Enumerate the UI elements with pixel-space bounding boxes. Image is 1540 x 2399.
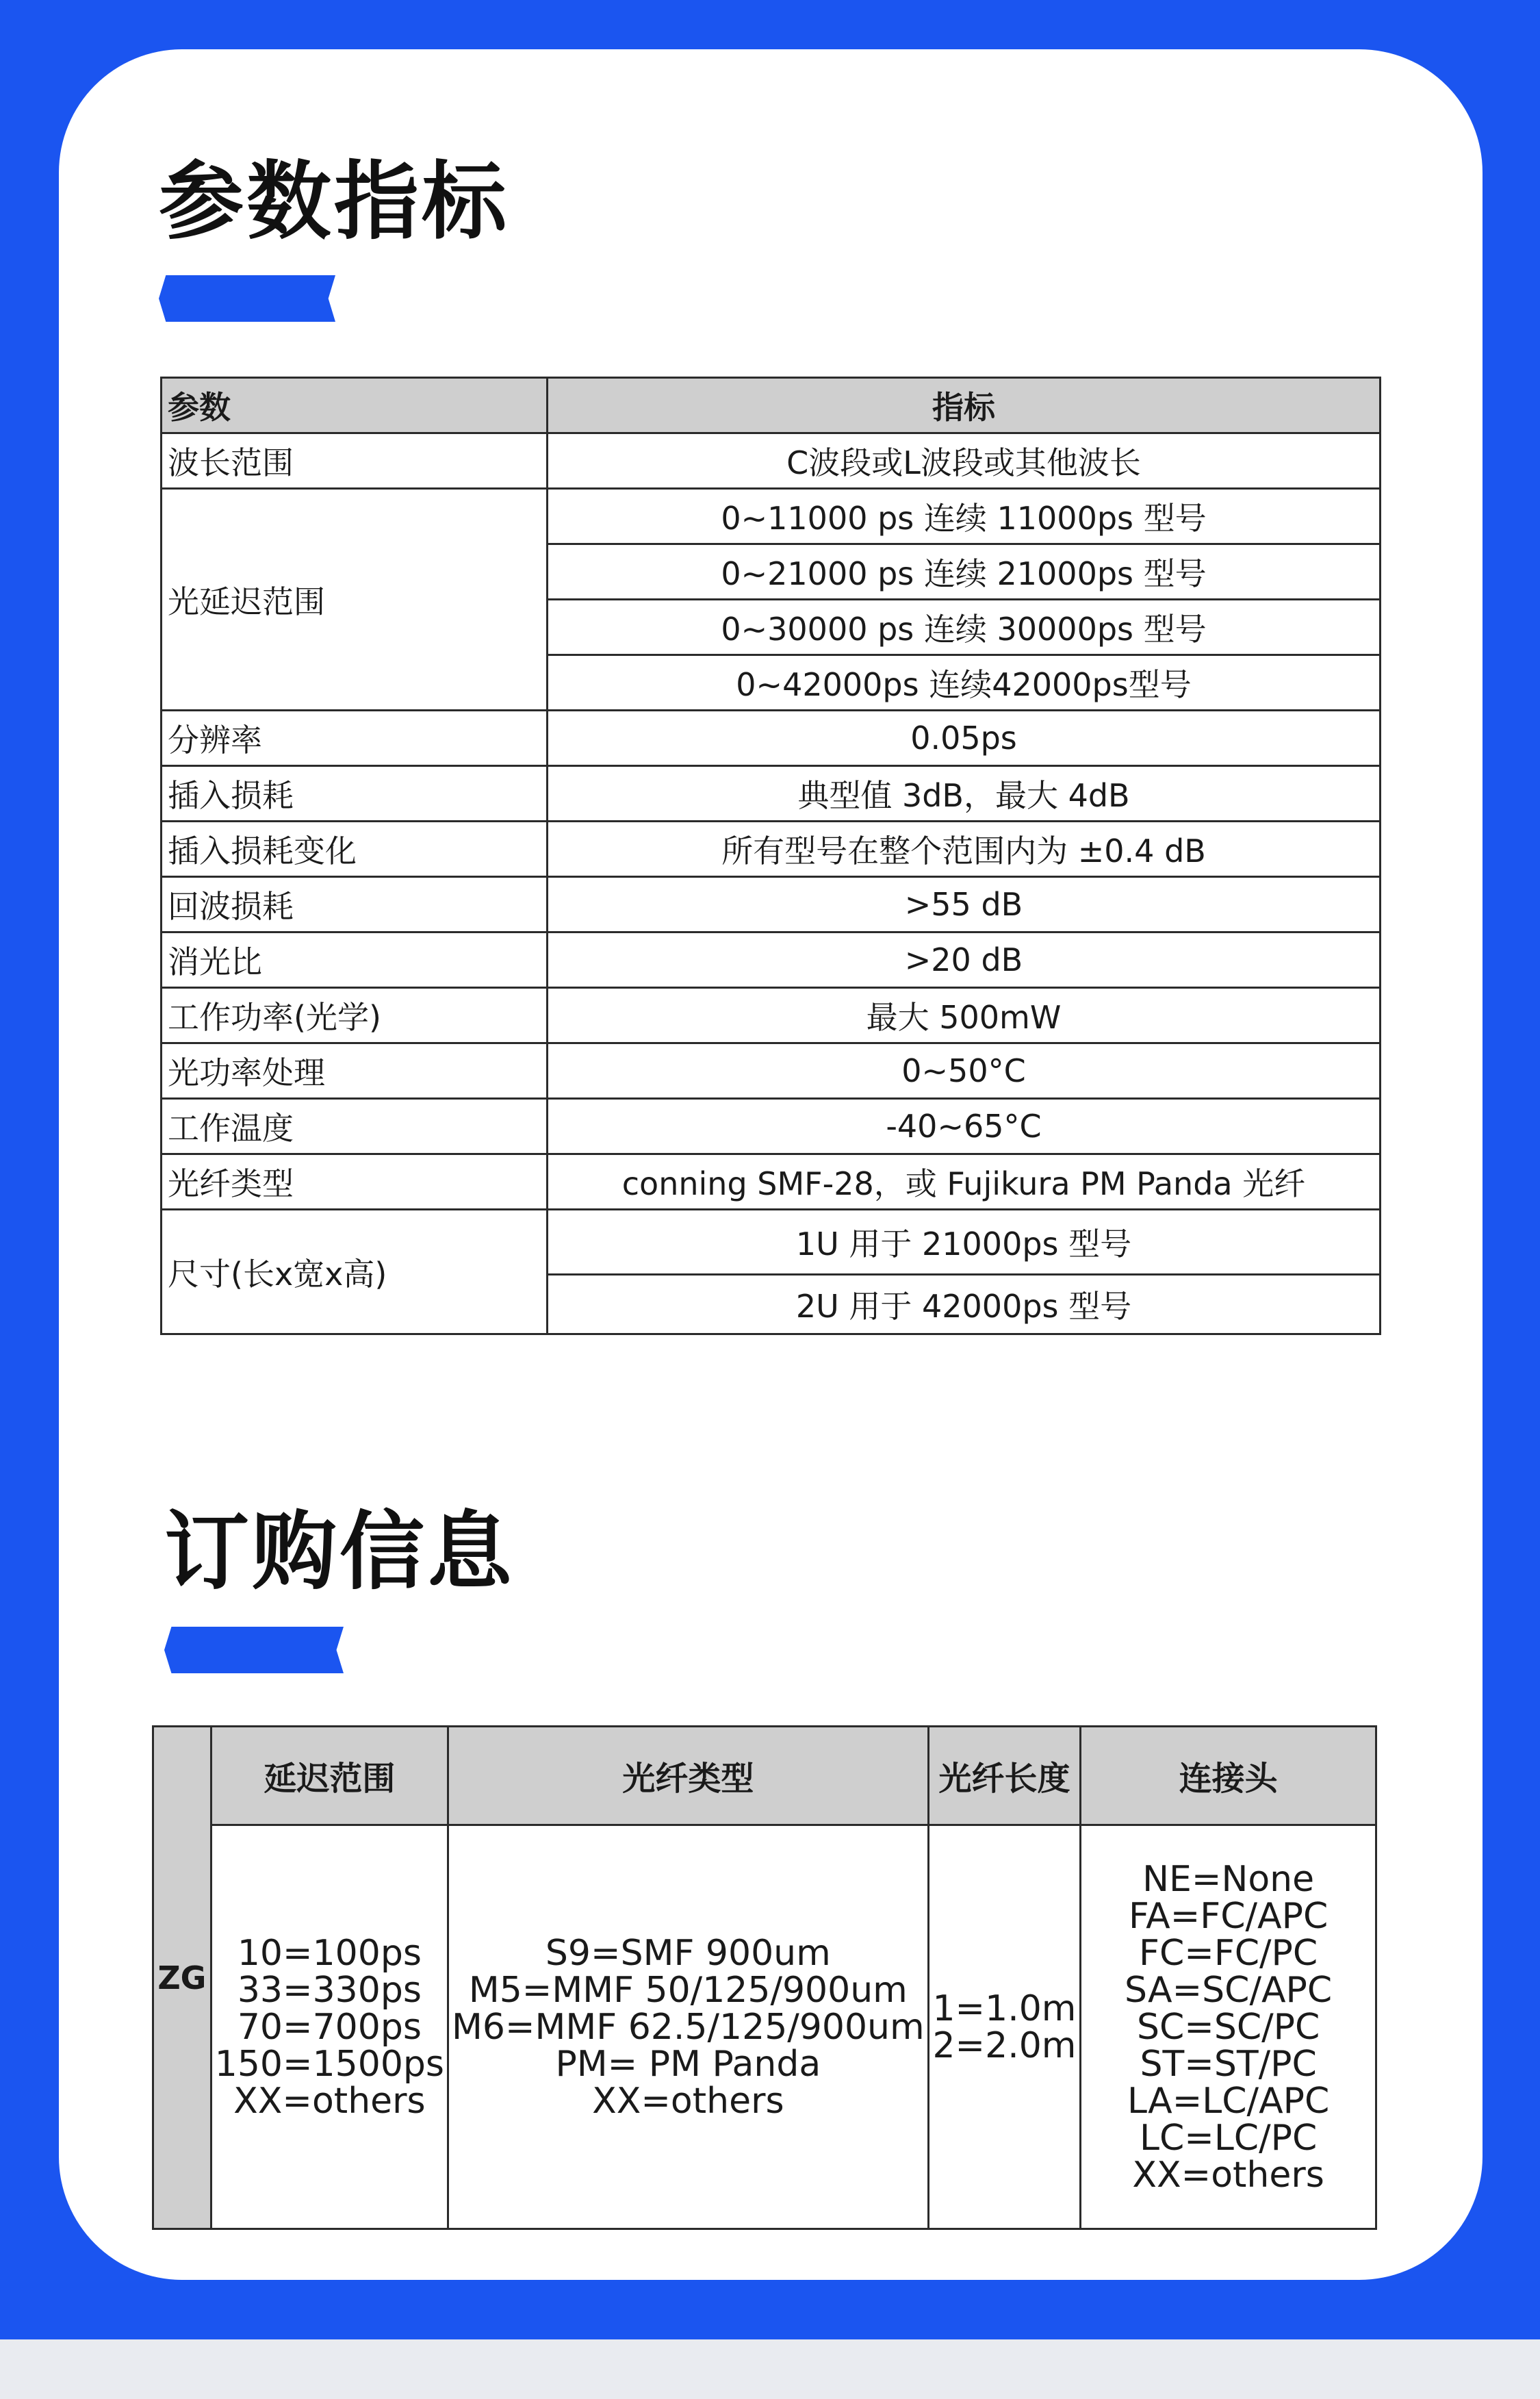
param-cell: 回波损耗: [162, 877, 548, 932]
option-line: FA=FC/APC: [1129, 1895, 1329, 1937]
value-cell: -40~65°C: [547, 1099, 1380, 1154]
content-card: [59, 49, 1483, 2280]
option-line: SC=SC/PC: [1136, 2006, 1320, 2048]
param-cell: 光延迟范围: [162, 489, 548, 711]
param-cell: 分辨率: [162, 711, 548, 766]
option-line: LC=LC/PC: [1139, 2117, 1318, 2159]
delay-range-options: [211, 1825, 448, 2229]
param-cell: 工作功率(光学): [162, 988, 548, 1043]
value-cell: 0~42000ps 连续42000ps型号: [547, 655, 1380, 711]
value-cell: 0~21000 ps 连续 21000ps 型号: [547, 544, 1380, 600]
value-cell: 0~11000 ps 连续 11000ps 型号: [547, 489, 1380, 544]
table-row: [162, 433, 1381, 489]
bottom-strip: [0, 2339, 1540, 2399]
param-cell: 光纤类型: [162, 1154, 548, 1210]
table-row: [162, 877, 1381, 932]
value-cell: 所有型号在整个范围内为 ±0.4 dB: [547, 822, 1380, 877]
option-line: M6=MMF 62.5/125/900um: [452, 2006, 925, 2048]
param-cell: 尺寸(长x宽x高): [162, 1210, 548, 1334]
option-line: S9=SMF 900um: [545, 1932, 831, 1974]
option-line: 33=330ps: [237, 1969, 422, 2011]
table-row: [162, 988, 1381, 1043]
param-cell: 消光比: [162, 932, 548, 988]
option-line: NE=None: [1142, 1858, 1315, 1900]
option-line: 2=2.0m: [932, 2024, 1077, 2066]
ordering-header-row: [153, 1727, 1376, 1825]
option-line: 10=100ps: [237, 1932, 422, 1974]
table-row: [162, 1154, 1381, 1210]
fiber-length-options: [928, 1825, 1081, 2229]
ordering-table: [152, 1725, 1377, 2230]
table-row: [162, 822, 1381, 877]
table-row: [162, 489, 1381, 544]
param-cell: 波长范围: [162, 433, 548, 489]
specs-header-row: [162, 378, 1381, 433]
option-line: 1=1.0m: [932, 1988, 1077, 2029]
table-row: [162, 711, 1381, 766]
value-cell: C波段或L波段或其他波长: [547, 433, 1380, 489]
param-cell: 插入损耗: [162, 766, 548, 822]
header-fiber-length: 光纤长度: [928, 1727, 1081, 1825]
param-cell: 插入损耗变化: [162, 822, 548, 877]
value-cell: 2U 用于 42000ps 型号: [547, 1275, 1380, 1334]
option-line: M5=MMF 50/125/900um: [468, 1969, 908, 2011]
option-line: SA=SC/APC: [1125, 1969, 1333, 2011]
header-connector: 连接头: [1081, 1727, 1376, 1825]
value-cell: conning SMF-28，或 Fujikura PM Panda 光纤: [547, 1154, 1380, 1210]
option-line: ST=ST/PC: [1140, 2043, 1317, 2085]
option-line: XX=others: [592, 2080, 784, 2122]
value-cell: 0~50°C: [547, 1043, 1380, 1099]
specs-title-bar: [159, 275, 335, 322]
fiber-type-options: [448, 1825, 929, 2229]
ordering-options-row: [153, 1825, 1376, 2229]
ordering-title-bar: [164, 1627, 344, 1673]
value-cell: 最大 500mW: [547, 988, 1380, 1043]
header-delay-range: 延迟范围: [211, 1727, 448, 1825]
table-row: [162, 1210, 1381, 1275]
specs-table: [160, 377, 1381, 1335]
option-line: FC=FC/PC: [1139, 1932, 1318, 1974]
option-line: XX=others: [1132, 2154, 1324, 2196]
value-cell: 0.05ps: [547, 711, 1380, 766]
option-line: PM= PM Panda: [555, 2043, 821, 2085]
option-line: LA=LC/APC: [1127, 2080, 1330, 2122]
specs-header-param: 参数: [162, 378, 548, 433]
value-cell: 1U 用于 21000ps 型号: [547, 1210, 1380, 1275]
option-line: XX=others: [233, 2080, 426, 2122]
specs-header-value: 指标: [547, 378, 1380, 433]
ordering-title: 订购信息: [164, 1503, 515, 1601]
value-cell: 典型值 3dB，最大 4dB: [547, 766, 1380, 822]
header-fiber-type: 光纤类型: [448, 1727, 929, 1825]
specs-title: 参数指标: [159, 153, 510, 251]
table-row: [162, 1043, 1381, 1099]
model-prefix: ZG: [153, 1727, 211, 2229]
table-row: [162, 766, 1381, 822]
option-line: 70=700ps: [237, 2006, 422, 2048]
table-row: [162, 1099, 1381, 1154]
table-row: [162, 932, 1381, 988]
value-cell: >55 dB: [547, 877, 1380, 932]
value-cell: >20 dB: [547, 932, 1380, 988]
param-cell: 工作温度: [162, 1099, 548, 1154]
value-cell: 0~30000 ps 连续 30000ps 型号: [547, 600, 1380, 655]
param-cell: 光功率处理: [162, 1043, 548, 1099]
option-line: 150=1500ps: [214, 2043, 445, 2085]
connector-options: [1081, 1825, 1376, 2229]
